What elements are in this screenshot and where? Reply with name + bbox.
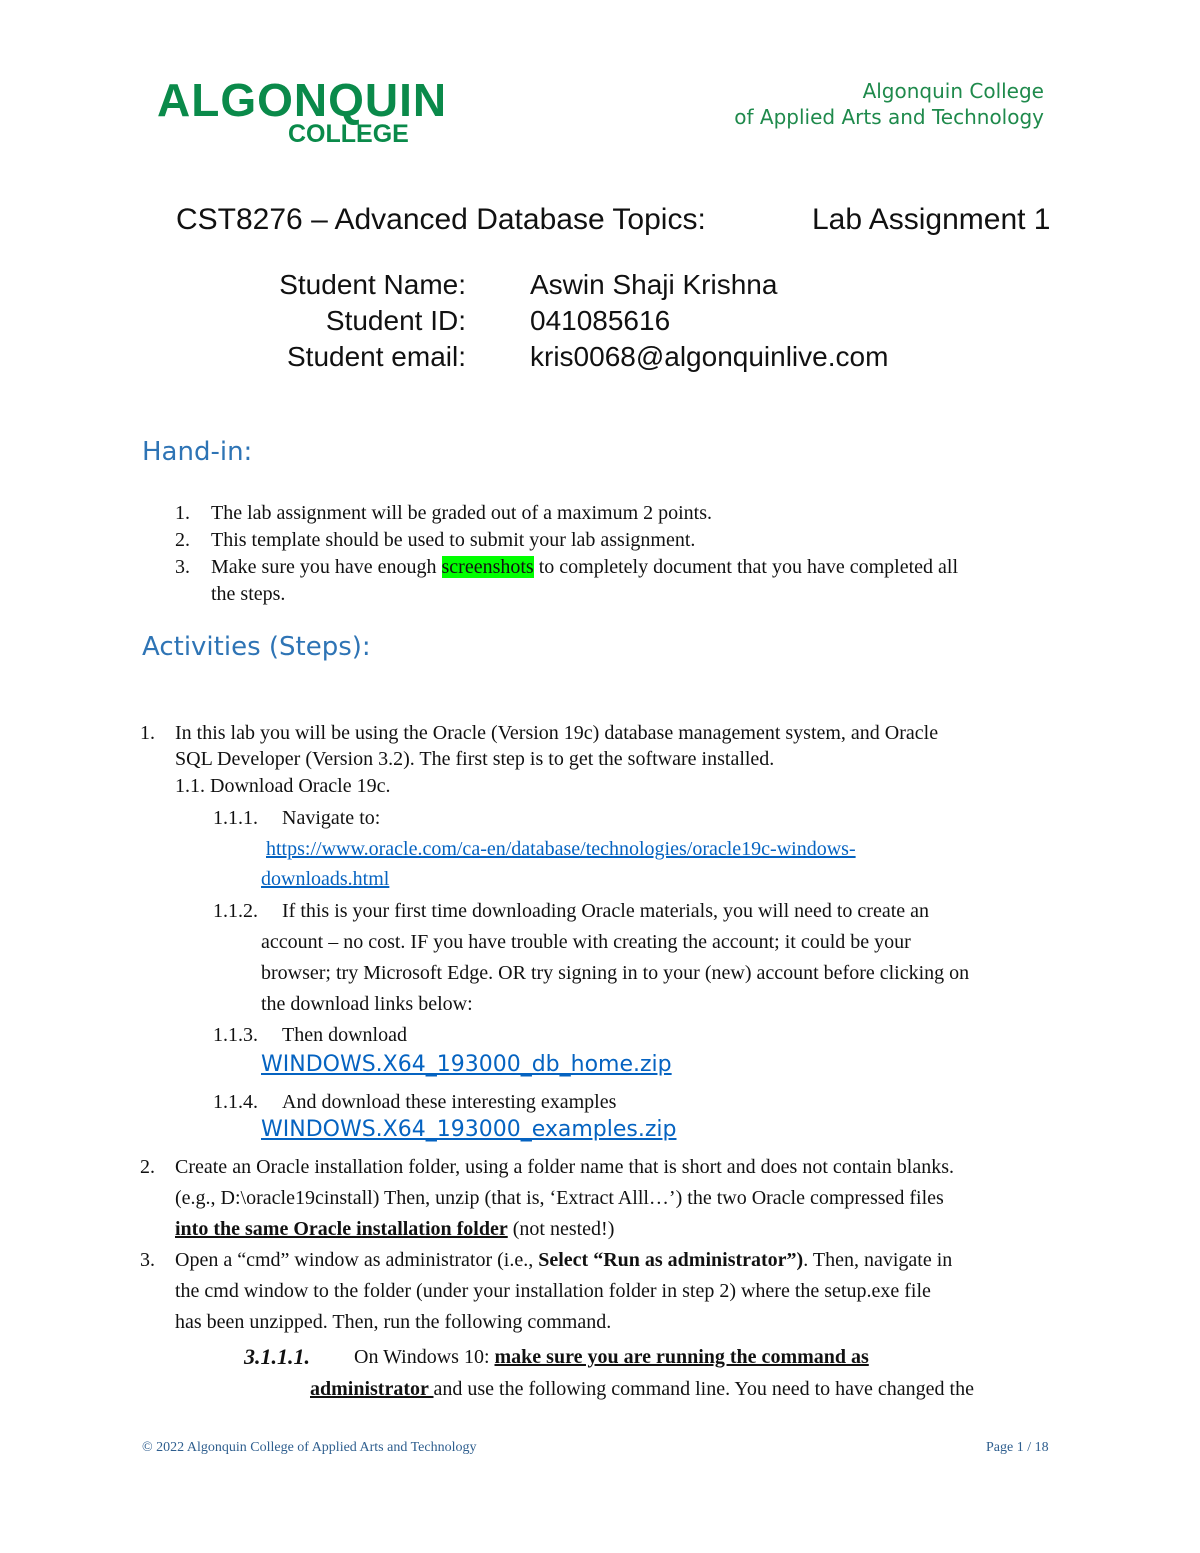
student-email-value: kris0068@algonquinlive.com: [530, 341, 889, 372]
activities-heading: Activities (Steps):: [142, 632, 371, 662]
step-3-1-1-1-line1: [354, 1344, 869, 1370]
step-3-line1: [175, 1247, 952, 1273]
emphasis-text: make sure you are running the command as: [494, 1346, 869, 1368]
emphasis-text: into the same Oracle installation folder: [175, 1218, 508, 1240]
step-2-line2: (e.g., D:\oracle19cinstall) Then, unzip (that is, ‘Extract Alll…’) the two Oracle compressed files: [175, 1187, 944, 1209]
student-id-value: 041085616: [530, 305, 671, 336]
step-1-1: 1.1. Download Oracle 19c.: [175, 775, 391, 797]
logo-subword: COLLEGE: [288, 120, 409, 148]
handin-item-2: [175, 527, 190, 553]
step-2-line1: Create an Oracle installation folder, using a folder name that is short and does not contain blanks.: [175, 1156, 954, 1178]
text-segment: Make sure you have enough: [211, 556, 442, 578]
step-3-line2: the cmd window to the folder (under your installation folder in step 2) where the setup.exe file: [175, 1280, 931, 1302]
step-3-number: 3.: [140, 1249, 155, 1271]
step-3-line3: has been unzipped. Then, run the following command.: [175, 1311, 612, 1333]
text-segment: to completely document that you have completed all: [533, 556, 959, 578]
step-1-1-2-line2: account – no cost. IF you have trouble with creating the account; it could be your: [261, 931, 911, 953]
step-3-1-1-1-line2: [310, 1376, 974, 1402]
handin-item-1: [175, 500, 190, 526]
oracle-download-link[interactable]: https://www.oracle.com/ca-en/database/technologies/oracle19c-windows-: [266, 838, 856, 860]
text-segment: On Windows 10:: [354, 1346, 495, 1368]
college-name-line1: Algonquin College: [862, 79, 1044, 103]
step-1-1-1-text: Navigate to:: [282, 807, 381, 829]
text-segment: Open a “cmd” window as administrator (i.e.,: [175, 1249, 539, 1271]
college-logo: [157, 74, 448, 148]
list-number: 2.: [175, 529, 190, 551]
examples-zip-link[interactable]: WINDOWS.X64_193000_examples.zip: [261, 1117, 677, 1142]
step-1-number: 1.: [140, 722, 155, 744]
step-2-line3: [175, 1216, 614, 1242]
list-number: 3.: [175, 556, 190, 578]
highlighted-text: screenshots: [441, 556, 534, 578]
step-1-line2: SQL Developer (Version 3.2). The first step is to get the software installed.: [175, 748, 775, 770]
handin-item-3-text-line2: the steps.: [211, 583, 286, 605]
step-1-1-2-number: 1.1.2.: [213, 900, 258, 922]
course-title: CST8276 – Advanced Database Topics:: [176, 203, 706, 236]
step-1-1-2-line4: the download links below:: [261, 993, 473, 1015]
text-segment: (not nested!): [507, 1218, 615, 1240]
step-1-1-2-line1: If this is your first time downloading Oracle materials, you will need to create an: [282, 900, 930, 922]
handin-item-1-text: The lab assignment will be graded out of a maximum 2 points.: [211, 502, 713, 524]
student-email-label: Student email:: [287, 341, 466, 372]
handin-item-3: [175, 554, 190, 580]
step-1-1-4-number: 1.1.4.: [213, 1091, 258, 1113]
footer-page-number: Page 1 / 18: [986, 1440, 1049, 1455]
oracle-download-link-cont[interactable]: downloads.html: [261, 868, 390, 890]
step-2-number: 2.: [140, 1156, 155, 1178]
college-name: [734, 78, 1044, 130]
handin-heading: Hand-in:: [142, 437, 253, 467]
student-id-label: Student ID:: [325, 305, 466, 336]
step-1-1-1-number: 1.1.1.: [213, 807, 258, 829]
db-home-zip-link[interactable]: WINDOWS.X64_193000_db_home.zip: [261, 1052, 672, 1077]
college-name-line2: of Applied Arts and Technology: [734, 105, 1044, 129]
handin-item-2-text: This template should be used to submit your lab assignment.: [211, 529, 696, 551]
handin-item-3-text: [211, 554, 958, 580]
list-number: 1.: [175, 502, 190, 524]
text-segment: and use the following command line. You need to have changed the: [433, 1378, 974, 1400]
student-name-value: Aswin Shaji Krishna: [530, 269, 778, 300]
step-3-1-1-1-number: 3.1.1.1.: [244, 1344, 310, 1369]
step-1-1-3-number: 1.1.3.: [213, 1024, 258, 1046]
logo-wordmark: ALGONQUIN: [157, 74, 448, 126]
lab-title: Lab Assignment 1: [812, 203, 1051, 236]
step-1-1-2-line3: browser; try Microsoft Edge. OR try signing in to your (new) account before clicking on: [261, 962, 970, 984]
emphasis-text: Select “Run as administrator”): [538, 1249, 804, 1271]
step-1-line1: In this lab you will be using the Oracle (Version 19c) database management system, and Oracle: [175, 722, 939, 744]
footer-copyright: © 2022 Algonquin College of Applied Arts and Technology: [142, 1440, 477, 1455]
student-name-label: Student Name:: [279, 269, 466, 300]
step-1-1-4-text: And download these interesting examples: [282, 1091, 617, 1113]
text-segment: . Then, navigate in: [803, 1249, 953, 1271]
step-1-1-3-text: Then download: [282, 1024, 407, 1046]
emphasis-text: administrator: [310, 1378, 434, 1400]
